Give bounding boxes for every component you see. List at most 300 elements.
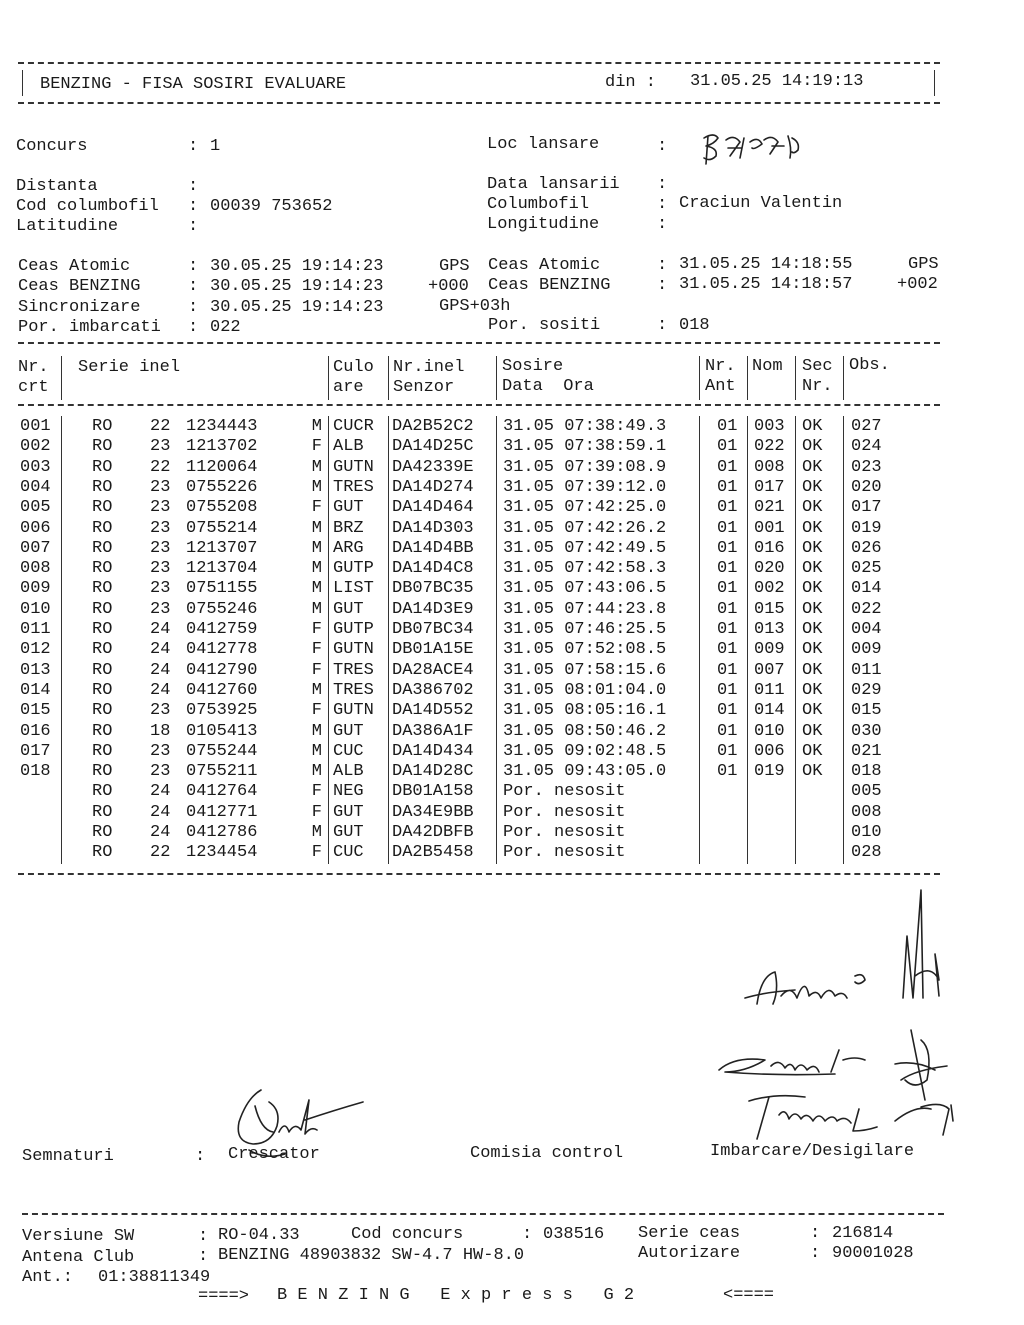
body-col-separator: [747, 416, 748, 864]
cell-an: 22: [150, 457, 171, 477]
din-label: din :: [605, 73, 657, 92]
cell-ant: 01: [717, 620, 738, 639]
body-col-separator: [388, 416, 389, 864]
cell-inel: 0753925: [186, 701, 258, 721]
cell-sec: OK: [802, 660, 823, 680]
cell-inel: 1234454: [186, 843, 258, 863]
versiune-sw-value: RO-04.33: [218, 1226, 300, 1245]
cell-obs: 025: [851, 559, 882, 579]
cell-an: 24: [150, 823, 171, 842]
serie-ceas-colon: :: [810, 1224, 821, 1243]
cell-crt: 005: [20, 498, 51, 518]
cell-culoare: TRES: [333, 680, 374, 700]
cell-sec: OK: [802, 701, 823, 721]
cell-culoare: GUT: [333, 498, 364, 518]
cell-an: 23: [150, 477, 171, 497]
cell-obs: 021: [851, 741, 882, 761]
cell-sex: F: [311, 660, 322, 680]
cell-ant: 01: [717, 762, 738, 782]
din-value: 31.05.25 14:19:13: [690, 72, 864, 91]
cell-inel: 0755226: [186, 477, 258, 497]
cell-nom: 003: [754, 417, 785, 436]
cell-ant: 01: [717, 417, 738, 436]
cell-culoare: CUC: [333, 843, 364, 863]
antena-club-value: BENZING 48903832 SW-4.7 HW-8.0: [218, 1246, 525, 1265]
cell-tara: RO: [92, 599, 113, 619]
header-col-separator: [61, 356, 62, 400]
cell-sosire: 31.05 07:42:58.3: [503, 559, 667, 579]
cell-sosire: Por. nesosit: [503, 782, 626, 802]
footer-top-rule: [22, 1213, 944, 1215]
header-sec-nr: Nr.: [802, 377, 833, 396]
cell-inel: 0412778: [186, 640, 258, 660]
cell-sosire: 31.05 07:38:49.3: [503, 417, 667, 436]
left-clock-value: 30.05.25 19:14:23: [210, 257, 384, 276]
cell-ant: 01: [717, 599, 738, 619]
header-col-separator: [496, 356, 497, 400]
cell-sex: F: [311, 843, 322, 863]
cell-an: 24: [150, 620, 171, 639]
cell-sex: M: [311, 538, 322, 558]
header-data-ora: Data Ora: [502, 377, 594, 396]
cod-columbofil-value: 00039 753652: [210, 197, 333, 216]
cell-sosire: Por. nesosit: [503, 823, 626, 842]
cell-senzor: DB07BC34: [392, 620, 474, 639]
cell-crt: 002: [20, 437, 51, 457]
cell-an: 23: [150, 518, 171, 538]
cell-sec: OK: [802, 599, 823, 619]
comisia-control-label: Comisia control: [470, 1144, 624, 1163]
cell-sosire: 31.05 08:01:04.0: [503, 680, 667, 700]
cell-senzor: DA14D25C: [392, 437, 474, 457]
cell-an: 18: [150, 721, 171, 741]
cell-sex: M: [311, 680, 322, 700]
concurs-label: Concurs: [16, 137, 88, 156]
cell-obs: 011: [851, 660, 882, 680]
right-clock-colon: :: [657, 316, 668, 335]
cell-tara: RO: [92, 721, 113, 741]
header-ant: Ant: [705, 377, 736, 396]
right-clock-label: Por. sositi: [488, 316, 601, 335]
cell-sosire: 31.05 07:52:08.5: [503, 640, 667, 660]
brand-name: B E N Z I N G E x p r e s s G 2: [277, 1286, 635, 1305]
body-col-separator: [61, 416, 62, 864]
header-serie-inel: Serie inel: [78, 358, 181, 377]
cell-ant: 01: [717, 579, 738, 599]
semnaturi-colon: :: [195, 1147, 206, 1166]
cell-inel: 1213704: [186, 559, 258, 579]
cell-obs: 026: [851, 538, 882, 558]
loc-lansare-colon: :: [657, 137, 668, 156]
cell-ant: 01: [717, 498, 738, 518]
cell-crt: 018: [20, 762, 51, 782]
cell-senzor: DA14D4C8: [392, 559, 474, 579]
cell-crt: 017: [20, 741, 51, 761]
header-col-separator: [843, 356, 844, 400]
cell-crt: 009: [20, 579, 51, 599]
latitudine-label: Latitudine: [16, 217, 119, 236]
cell-senzor: DA14D274: [392, 477, 474, 497]
cell-nom: 020: [754, 559, 785, 579]
cell-senzor: DB01A158: [392, 782, 474, 802]
cell-obs: 023: [851, 457, 882, 477]
cell-obs: 014: [851, 579, 882, 599]
cell-nom: 021: [754, 498, 785, 518]
cell-culoare: CUCR: [333, 417, 374, 436]
cod-concurs-value: 038516: [543, 1225, 605, 1244]
cell-inel: 0755246: [186, 599, 258, 619]
body-col-separator: [699, 416, 700, 864]
cell-culoare: ALB: [333, 437, 364, 457]
cell-culoare: GUT: [333, 599, 364, 619]
antena-club-label: Antena Club: [22, 1248, 135, 1267]
cell-an: 24: [150, 680, 171, 700]
cell-sex: M: [311, 741, 322, 761]
cod-concurs-label: Cod concurs: [351, 1225, 464, 1244]
header-crt: crt: [18, 378, 49, 397]
table-top-rule: [18, 342, 940, 344]
header-col-separator: [747, 356, 748, 400]
cell-senzor: DA386702: [392, 680, 474, 700]
autorizare-label: Autorizare: [638, 1244, 741, 1263]
cell-crt: 012: [20, 640, 51, 660]
left-clock-colon: :: [188, 298, 199, 317]
cell-sex: M: [311, 518, 322, 538]
cell-sex: M: [311, 599, 322, 619]
cell-obs: 004: [851, 620, 882, 639]
cell-crt: 010: [20, 599, 51, 619]
brand-arrow-left: ====>: [198, 1287, 250, 1306]
cell-tara: RO: [92, 498, 113, 518]
cell-inel: 0105413: [186, 721, 258, 741]
cell-senzor: DA42DBFB: [392, 823, 474, 842]
cell-crt: 008: [20, 559, 51, 579]
cell-obs: 019: [851, 518, 882, 538]
cell-sex: F: [311, 640, 322, 660]
cell-ant: 01: [717, 477, 738, 497]
cell-culoare: GUT: [333, 823, 364, 842]
cell-an: 23: [150, 701, 171, 721]
cell-culoare: ALB: [333, 762, 364, 782]
concurs-colon: :: [188, 137, 199, 156]
distanta-colon: :: [188, 177, 199, 196]
columbofil-value: Craciun Valentin: [679, 194, 843, 213]
cell-sec: OK: [802, 477, 823, 497]
cell-ant: 01: [717, 660, 738, 680]
cod-concurs-colon: :: [522, 1225, 533, 1244]
cell-an: 24: [150, 782, 171, 802]
columbofil-colon: :: [657, 195, 668, 214]
cell-sex: F: [311, 620, 322, 639]
cell-obs: 024: [851, 437, 882, 457]
header-col-separator: [699, 356, 700, 400]
serie-ceas-label: Serie ceas: [638, 1224, 741, 1243]
cell-senzor: DA14D3E9: [392, 599, 474, 619]
cell-ant: 01: [717, 640, 738, 660]
cell-tara: RO: [92, 579, 113, 599]
cell-sosire: 31.05 07:42:26.2: [503, 518, 667, 538]
cell-senzor: DA14D4BB: [392, 538, 474, 558]
cell-ant: 01: [717, 741, 738, 761]
cell-obs: 022: [851, 599, 882, 619]
cell-inel: 0412790: [186, 660, 258, 680]
cell-senzor: DA2B5458: [392, 843, 474, 863]
header-nr-ant: Nr.: [705, 357, 736, 376]
cell-sosire: 31.05 07:58:15.6: [503, 660, 667, 680]
cell-culoare: GUTN: [333, 701, 374, 721]
cell-tara: RO: [92, 640, 113, 660]
cell-nom: 017: [754, 477, 785, 497]
cod-columbofil-colon: :: [188, 197, 199, 216]
cell-crt: 016: [20, 721, 51, 741]
cell-sosire: 31.05 09:02:48.5: [503, 741, 667, 761]
right-clock-value: 31.05.25 14:18:55: [679, 255, 853, 274]
cell-tara: RO: [92, 518, 113, 538]
cell-nom: 015: [754, 599, 785, 619]
cell-crt: 006: [20, 518, 51, 538]
versiune-sw-label: Versiune SW: [22, 1227, 135, 1246]
brand-arrow-right: <====: [723, 1286, 775, 1305]
cell-inel: 0412786: [186, 823, 258, 842]
cell-nom: 011: [754, 680, 785, 700]
table-bottom-rule: [18, 873, 940, 875]
cell-inel: 0751155: [186, 579, 258, 599]
cell-tara: RO: [92, 741, 113, 761]
cell-ant: 01: [717, 701, 738, 721]
cell-culoare: NEG: [333, 782, 364, 802]
header-culo: Culo: [333, 358, 374, 377]
header-are: are: [333, 378, 364, 397]
left-clock-suffix: GPS+03h: [439, 297, 511, 316]
cell-obs: 017: [851, 498, 882, 518]
cell-sec: OK: [802, 680, 823, 700]
cell-sec: OK: [802, 417, 823, 436]
cell-sex: M: [311, 721, 322, 741]
cell-obs: 028: [851, 843, 882, 863]
cell-sosire: 31.05 07:43:06.5: [503, 579, 667, 599]
right-clock-value: 31.05.25 14:18:57: [679, 275, 853, 294]
left-clock-label: Ceas Atomic: [18, 257, 131, 276]
cell-senzor: DB07BC35: [392, 579, 474, 599]
cell-senzor: DA34E9BB: [392, 802, 474, 822]
cell-crt: 015: [20, 701, 51, 721]
right-clock-suffix: +002: [897, 275, 938, 294]
cell-sex: M: [311, 417, 322, 436]
data-lansarii-colon: :: [657, 175, 668, 194]
cell-an: 23: [150, 498, 171, 518]
antena-club-colon: :: [198, 1247, 209, 1266]
cell-sec: OK: [802, 518, 823, 538]
cell-sec: OK: [802, 457, 823, 477]
cell-an: 24: [150, 802, 171, 822]
cell-ant: 01: [717, 559, 738, 579]
right-clock-value: 018: [679, 316, 710, 335]
semnaturi-label: Semnaturi: [22, 1147, 114, 1166]
header-top-rule: [18, 62, 940, 64]
cell-an: 24: [150, 640, 171, 660]
cell-an: 23: [150, 762, 171, 782]
cell-inel: 1234443: [186, 417, 258, 436]
cell-ant: 01: [717, 680, 738, 700]
cell-obs: 030: [851, 721, 882, 741]
cell-sosire: 31.05 07:39:08.9: [503, 457, 667, 477]
cell-tara: RO: [92, 782, 113, 802]
cell-sosire: 31.05 07:42:25.0: [503, 498, 667, 518]
cell-tara: RO: [92, 843, 113, 863]
cell-inel: 1213707: [186, 538, 258, 558]
document-title: BENZING - FISA SOSIRI EVALUARE: [40, 75, 347, 94]
longitudine-label: Longitudine: [487, 215, 600, 234]
cell-tara: RO: [92, 437, 113, 457]
cell-nom: 022: [754, 437, 785, 457]
loc-lansare-handwritten-signature: [700, 128, 810, 168]
cell-tara: RO: [92, 559, 113, 579]
cell-an: 23: [150, 741, 171, 761]
cell-sec: OK: [802, 437, 823, 457]
cell-ant: 01: [717, 538, 738, 558]
header-bottom-rule: [18, 102, 940, 104]
table-header-rule: [18, 404, 940, 406]
cell-sex: M: [311, 457, 322, 477]
cell-senzor: DA14D28C: [392, 762, 474, 782]
cod-columbofil-label: Cod columbofil: [16, 197, 159, 216]
header-col-separator: [388, 356, 389, 400]
cell-sosire: 31.05 08:05:16.1: [503, 701, 667, 721]
body-col-separator: [328, 416, 329, 864]
cell-sosire: 31.05 07:44:23.8: [503, 599, 667, 619]
concurs-value: 1: [210, 137, 221, 156]
header-col-separator: [795, 356, 796, 400]
body-col-separator: [843, 416, 844, 864]
cell-nom: 006: [754, 741, 785, 761]
cell-sex: M: [311, 579, 322, 599]
cell-nom: 001: [754, 518, 785, 538]
cell-nom: 002: [754, 579, 785, 599]
cell-culoare: ARG: [333, 538, 364, 558]
latitudine-colon: :: [188, 217, 199, 236]
left-clock-suffix: +000: [428, 277, 469, 296]
left-clock-suffix: GPS: [439, 257, 470, 276]
header-left-bar: [22, 70, 23, 96]
cell-obs: 027: [851, 417, 882, 436]
ant-label: Ant.:: [22, 1268, 74, 1287]
cell-culoare: GUTP: [333, 559, 374, 579]
header-obs: Obs.: [849, 356, 890, 375]
header-sec: Sec: [802, 357, 833, 376]
header-nr-inel: Nr.inel: [393, 358, 465, 377]
data-lansarii-label: Data lansarii: [487, 175, 620, 194]
cell-sex: F: [311, 701, 322, 721]
cell-ant: 01: [717, 721, 738, 741]
cell-culoare: GUTN: [333, 640, 374, 660]
cell-sosire: 31.05 07:46:25.5: [503, 620, 667, 639]
cell-inel: 0412764: [186, 782, 258, 802]
cell-sosire: Por. nesosit: [503, 843, 626, 863]
cell-sec: OK: [802, 579, 823, 599]
left-clock-colon: :: [188, 277, 199, 296]
left-clock-colon: :: [188, 318, 199, 337]
ant-value: 01:38811349: [98, 1268, 211, 1287]
cell-culoare: GUT: [333, 721, 364, 741]
cell-sex: M: [311, 823, 322, 842]
cell-sec: OK: [802, 721, 823, 741]
cell-tara: RO: [92, 701, 113, 721]
cell-tara: RO: [92, 660, 113, 680]
cell-nom: 014: [754, 701, 785, 721]
header-right-bar: [934, 70, 935, 96]
left-clock-label: Ceas BENZING: [18, 277, 141, 296]
cell-sec: OK: [802, 762, 823, 782]
header-sosire: Sosire: [502, 357, 564, 376]
cell-crt: 001: [20, 417, 51, 436]
cell-an: 22: [150, 843, 171, 863]
cell-sex: M: [311, 477, 322, 497]
cell-sec: OK: [802, 640, 823, 660]
header-senzor: Senzor: [393, 378, 455, 397]
right-clock-label: Ceas BENZING: [488, 276, 611, 295]
cell-senzor: DB01A15E: [392, 640, 474, 660]
cell-senzor: DA14D552: [392, 701, 474, 721]
cell-tara: RO: [92, 680, 113, 700]
cell-senzor: DA386A1F: [392, 721, 474, 741]
cell-senzor: DA14D464: [392, 498, 474, 518]
cell-an: 23: [150, 559, 171, 579]
left-clock-value: 30.05.25 19:14:23: [210, 277, 384, 296]
imbarcare-desigilare-label: Imbarcare/Desigilare: [710, 1142, 915, 1161]
cell-tara: RO: [92, 762, 113, 782]
left-clock-value: 022: [210, 318, 241, 337]
cell-obs: 018: [851, 762, 882, 782]
cell-culoare: BRZ: [333, 518, 364, 538]
body-col-separator: [795, 416, 796, 864]
cell-inel: 0755208: [186, 498, 258, 518]
right-clock-label: Ceas Atomic: [488, 256, 601, 275]
cell-sex: M: [311, 559, 322, 579]
cell-obs: 029: [851, 680, 882, 700]
cell-sec: OK: [802, 559, 823, 579]
right-clock-colon: :: [657, 256, 668, 275]
cell-nom: 009: [754, 640, 785, 660]
cell-inel: 1213702: [186, 437, 258, 457]
cell-sosire: 31.05 09:43:05.0: [503, 762, 667, 782]
cell-nom: 016: [754, 538, 785, 558]
cell-culoare: TRES: [333, 660, 374, 680]
cell-inel: 0412760: [186, 680, 258, 700]
cell-nom: 013: [754, 620, 785, 639]
cell-tara: RO: [92, 538, 113, 558]
cell-an: 23: [150, 579, 171, 599]
versiune-sw-colon: :: [198, 1227, 209, 1246]
cell-ant: 01: [717, 437, 738, 457]
cell-sex: F: [311, 437, 322, 457]
cell-tara: RO: [92, 457, 113, 477]
cell-an: 22: [150, 417, 171, 436]
cell-culoare: GUTN: [333, 457, 374, 477]
cell-sosire: 31.05 07:42:49.5: [503, 538, 667, 558]
cell-nom: 019: [754, 762, 785, 782]
autorizare-value: 90001028: [832, 1244, 914, 1263]
cell-sec: OK: [802, 498, 823, 518]
imbarcare-signature: [745, 1085, 965, 1145]
cell-sec: OK: [802, 620, 823, 639]
cell-sosire: 31.05 07:38:59.1: [503, 437, 667, 457]
left-clock-colon: :: [188, 257, 199, 276]
header-nom: Nom: [752, 357, 783, 376]
crescator-label: Crescator: [228, 1145, 320, 1164]
cell-crt: 003: [20, 457, 51, 477]
cell-ant: 01: [717, 518, 738, 538]
cell-sosire: 31.05 07:39:12.0: [503, 477, 667, 497]
